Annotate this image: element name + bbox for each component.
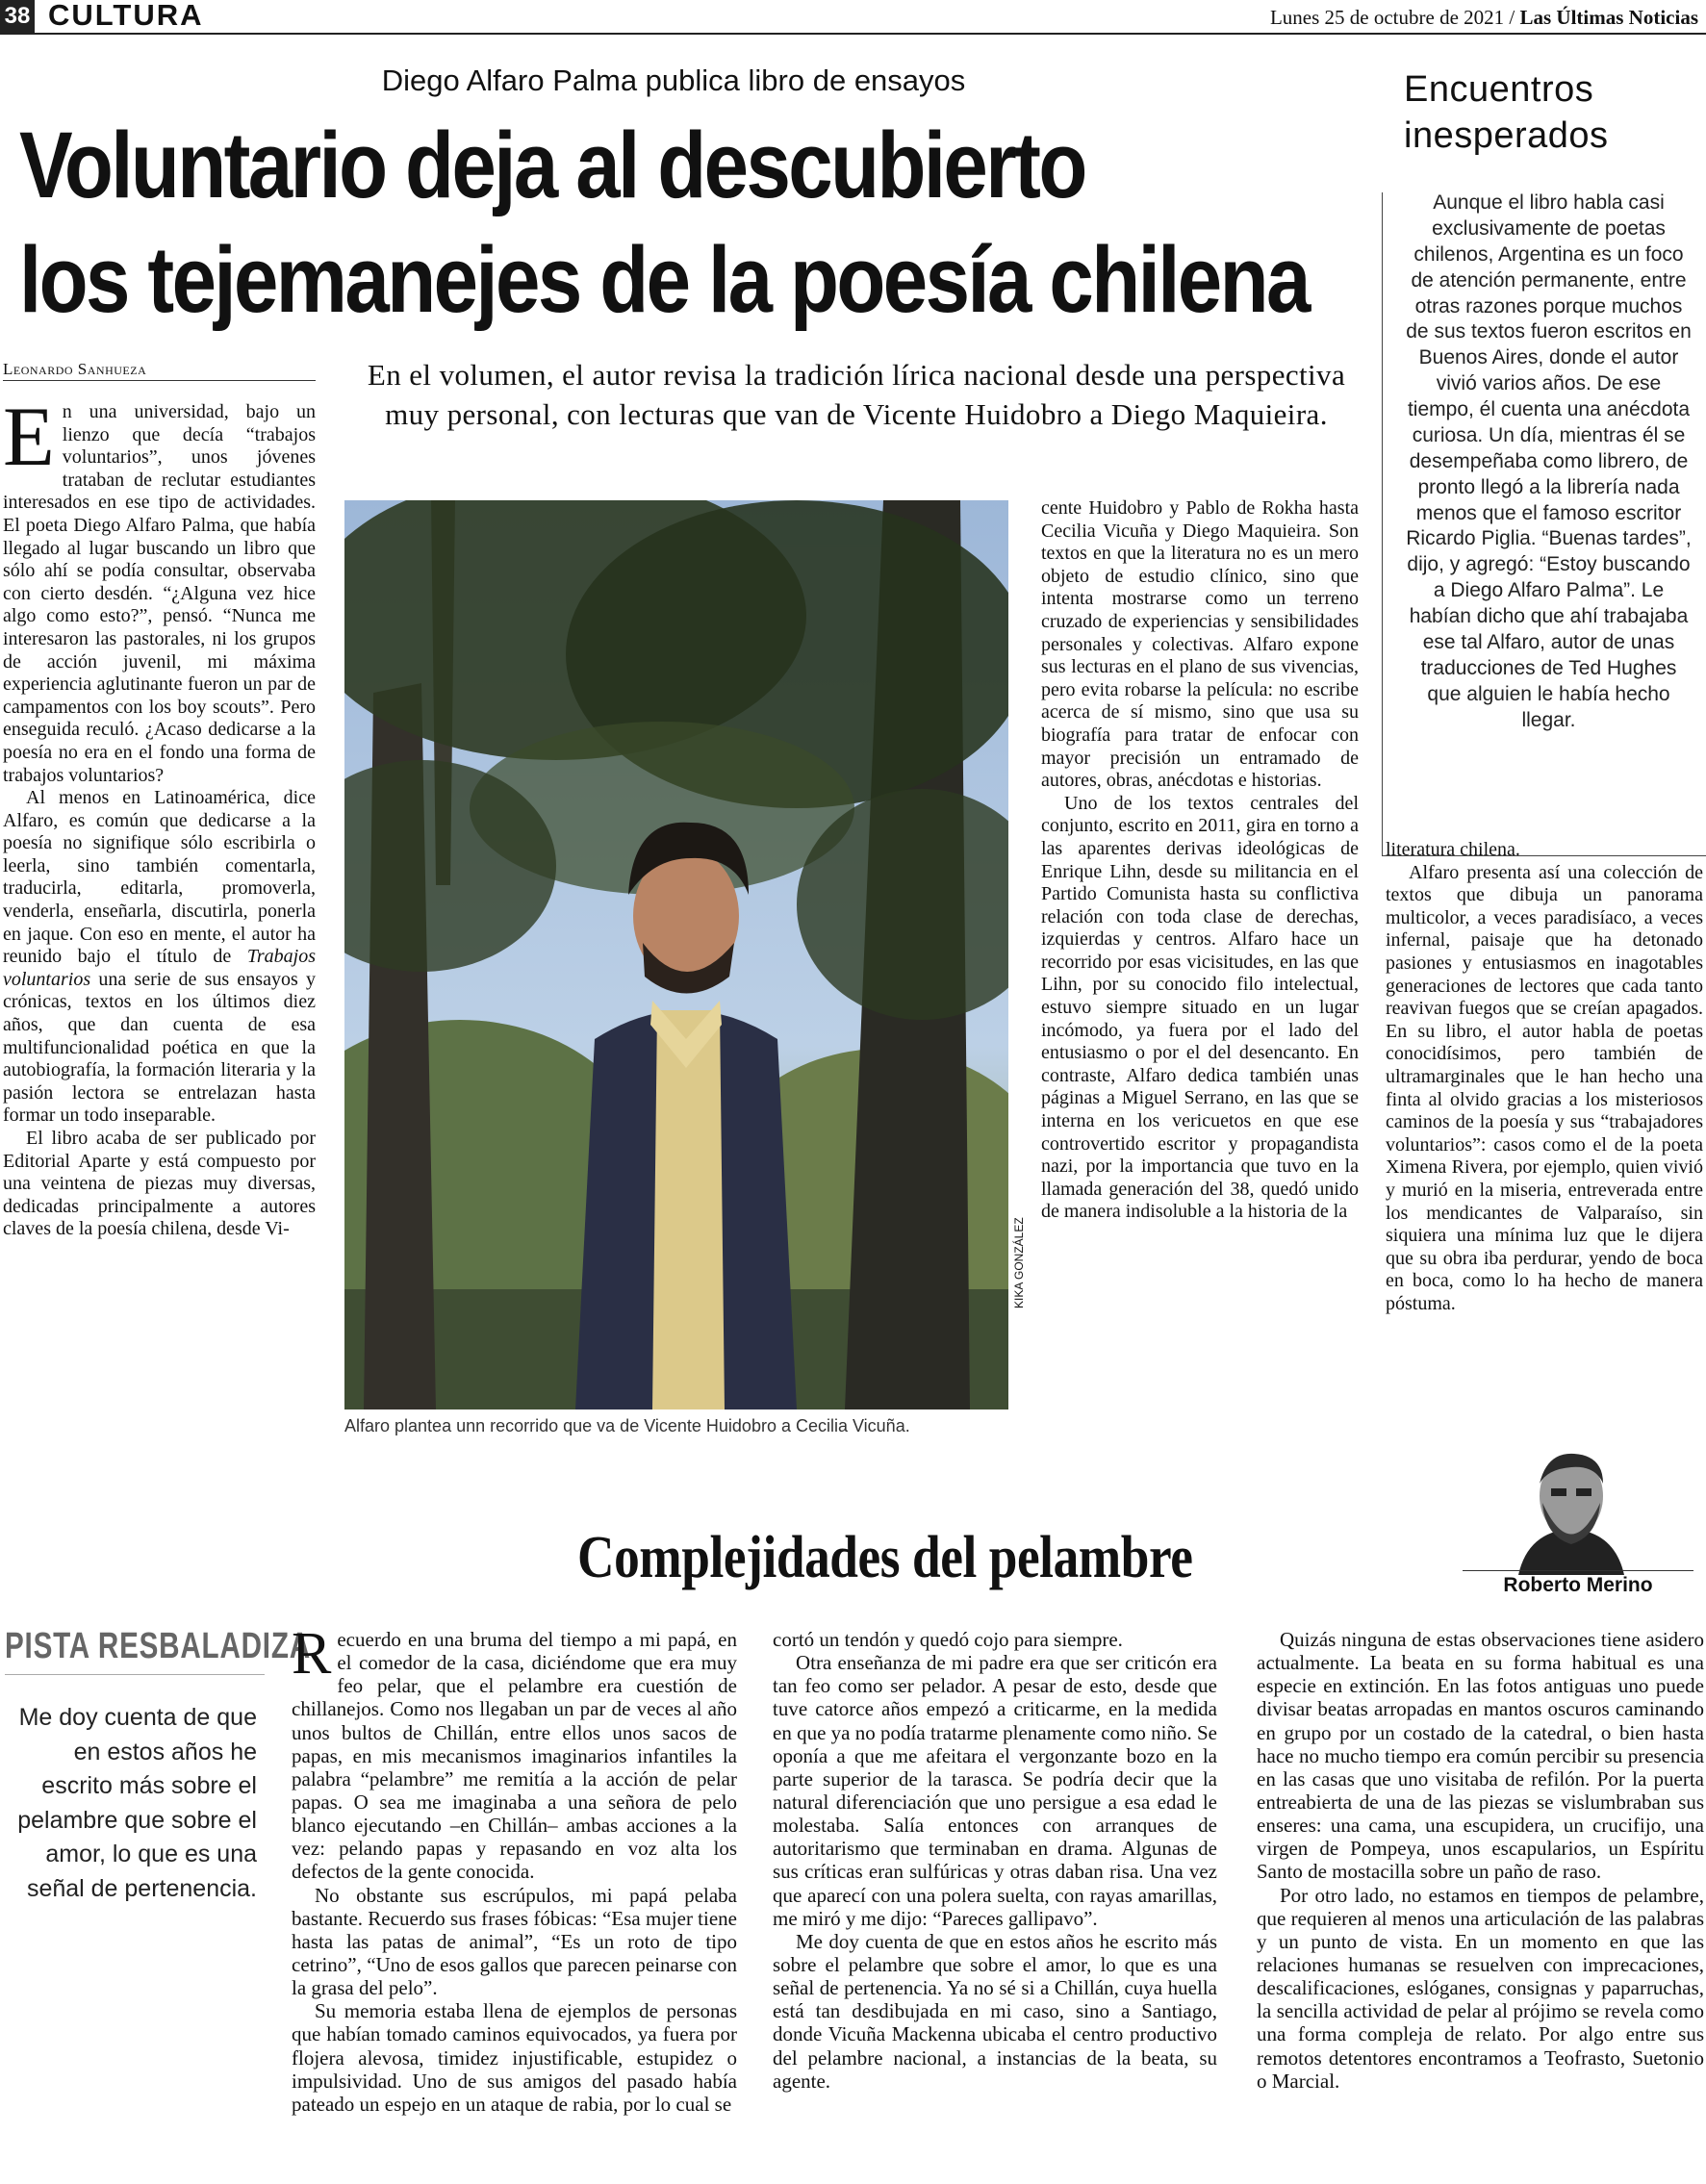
article-kicker: Diego Alfaro Palma publica libro de ensayos — [381, 63, 966, 97]
book-title: Trabajos voluntarios — [3, 946, 316, 990]
sidebar-title-line: inesperados — [1404, 114, 1609, 156]
author-photo-main — [344, 500, 1008, 1409]
column-text-3 — [1257, 1628, 1704, 2093]
photo-credit: KIKA GONZÁLEZ — [1012, 1217, 1026, 1308]
sidebar-title-line: Encuentros — [1404, 69, 1594, 110]
headline-line-1: Voluntario deja al descubierto — [19, 113, 1085, 217]
drop-cap: R — [292, 1621, 332, 1687]
paragraph-text: Al menos en Latinoamérica, dice Alfaro, es común que dedicarse a la poesía no signifique sólo escribirla o leerla, sino también comentarla, traducirla, editarla, promoverla, venderla, enseñarla, discutirla, ponerla en jaque. Con eso en mente, el autor ha reunido bajo el título de — [3, 787, 316, 968]
columnist-portrait — [1490, 1440, 1653, 1575]
page-number: 38 — [0, 0, 35, 33]
paragraph: cortó un tendón y quedó cojo para siempre. — [773, 1628, 1123, 1651]
sidebar-title — [1404, 67, 1609, 159]
byline-rule — [3, 380, 316, 381]
photo-caption: Alfaro plantea unn recorrido que va de Vicente Huidobro a Cecilia Vicuña. — [344, 1416, 910, 1435]
column-kicker-rule — [5, 1674, 265, 1675]
paragraph: El libro acaba de ser publicado por Editorial Aparte y está compuesto por una veintena de piezas muy diversas, dedicadas principalmente a autores claves de la poesía chilena, desde Vi- — [3, 1128, 316, 1240]
drop-cap: E — [3, 391, 55, 484]
paragraph: No obstante sus escrúpulos, mi papá pelaba bastante. Recuerdo sus frases fóbicas: “Esa mujer tiene hasta las patas de animal”, “Es un roto de tipo cetrino”, “Uno de esos gallos que parecen peinarse con la grasa del pelo”. — [292, 1883, 737, 2000]
paragraph: Me doy cuenta de que en estos años he escrito más sobre el pelambre que sobre el amor, lo que es una señal de pertenencia. Ya no sé si a Chillán, cuya huella está tan desdibujada en mi caso, sino a Santiago, donde Vicuña Mackenna ubicaba el centro productivo del pelambre nacional, a instancias de la beata, su agente. — [773, 1929, 1217, 2093]
article-headline — [19, 108, 1309, 338]
paragraph — [292, 1621, 737, 1884]
column-title: Complejidades del pelambre — [577, 1525, 1193, 1590]
column-text-2 — [773, 1628, 1217, 2093]
pull-quote: Me doy cuenta de que en estos años he escrito más sobre el pelambre que sobre el amor, lo que es una señal de pertenencia. — [17, 1704, 257, 1902]
paragraph: Por otro lado, no estamos en tiempos de pelambre, que requieren al menos una articulación de las palabras y un punto de vista. En un momento en que las relaciones humanas se resuelven con imprecaciones, descalificaciones, eslóganes, consignas y paparruchas, la sencilla actividad de pelar al prójimo se revela como una forma compleja de relato. Por algo entre sus remotos detentores encontramos a Teofrasto, Suetonio o Marcial. — [1257, 1883, 1704, 2093]
paragraph: cente Huidobro y Pablo de Rokha hasta Cecilia Vicuña y Diego Maquieira. Son textos en que la literatura no es un mero objeto de estudio clínico, sino que intenta mostrarse como un terreno cruzado de experiencias y sensibilidades personales y colectivas. Alfaro expone sus lecturas en el plano de sus vivencias, pero evita robarse la película: no escribe acerca de sí mismo, sino que usa su biografía para tratar de enfocar con mayor precisión un entramado de autores, obras, anécdotas e historias. — [1041, 497, 1359, 792]
paragraph — [3, 391, 316, 787]
section-name: CULTURA — [48, 0, 204, 32]
paragraph: Quizás ninguna de estas observaciones tiene asidero actualmente. La beata en su forma habitual es una especie en extinción. En las fotos antiguas uno puede divisar beatas arropadas en mantos oscuros caminando en grupo por un costado de la catedral, o bien hasta hace no mucho tiempo era común percibir su presencia en las casas que uno visitaba de refilón. Por la puerta entreabierta de una de las piezas se vislumbraban sus enseres: una cama, una escupidera, un crucifijo, una virgen de Pompeya, unos escapularios, un Espíritu Santo de mostacilla sobre un paño de raso. — [1257, 1628, 1704, 1884]
paragraph: Uno de los textos centrales del conjunto, escrito en 2011, gira en torno a las aparentes derivas ideológicas de Enrique Lihn, desde su militancia en el Partido Comunista hasta su conflictiva relación con toda clase de derechas, izquierdas y centros. Alfaro hace un recorrido por esas vicisitudes, en las que Lihn, por su conocido filo intelectual, estuvo siempre situado en un lugar incómodo, ya fuera por el lado del entusiasmo o por el del desencanto. En contraste, Alfaro dedica también unas páginas a Miguel Serrano, en las que se interna en los vericuetos en que ese controvertido escritor y propagandista nazi, por la importancia que tuvo en la llamada generación del 38, quedó unido de manera indisoluble a la historia de la — [1041, 792, 1359, 1223]
paragraph-text: ecuerdo en una bruma del tiempo a mi papá, en el comedor de la casa, diciéndome que era muy feo pelar, que el pelambre era cuestión de chillanejos. Como nos llegaban un par de veces al año unos bultos de Chillán, entre ellos unos sacos de papas, en mis mecanismos imaginarios infantiles la palabra “pelambre” me remitía a la acción de pelar papas. O sea me imaginaba a una señora de pelo blanco ejecutando –en Chillán– ambas acciones a la vez: pelando papas y repasando en voz alta los defectos de la gente conocida. — [292, 1628, 737, 1884]
paragraph: literatura chilena. — [1386, 839, 1520, 860]
article-deck: En el volumen, el autor revisa la tradición lírica nacional desde una perspectiva muy personal, con lecturas que van de Vicente Huidobro a Diego Maquieira. — [367, 358, 1346, 431]
paragraph-text: n una universidad, bajo un lienzo que decía “trabajos voluntarios”, unos jóvenes trataban de reclutar estudiantes interesados en ese tipo de actividades. El poeta Diego Alfaro Palma, que había llegado al lugar buscando un libro que sólo ahí se podía consultar, observaba con cierto desdén. “¿Alguna vez hice algo como esto?”, pensó. “Nunca me interesaron las pastorales, ni los grupos de acción juvenil, mi máxima experiencia aglutinante fueron un par de campamentos con los boy scouts”. Pero enseguida reculó. ¿Acaso dedicarse a la poesía no era en el fondo una forma de trabajos voluntarios? — [3, 401, 316, 786]
article-column-1 — [3, 391, 316, 1241]
sidebar-body: Aunque el libro habla casi exclusivamente de poetas chilenos, Argentina es un foco de atención permanente, entre otras razones porque muchos de sus textos fueron escritos en Buenos Aires, donde el autor vivió varios años. De ese tiempo, él cuenta una anécdota curiosa. Un día, mientras él se desempeñaba como librero, de pronto llegó a la librería nada menos que el famoso escritor Ricardo Piglia. “Buenas tardes”, dijo, y agregó: “Estoy buscando a Diego Alfaro Palma”. Le habían dicho que ahí trabajaba ese tal Alfaro, autor de unas traducciones de Ted Hughes que alguien le había hecho llegar. — [1406, 191, 1692, 731]
portrait-illustration — [344, 500, 1008, 1409]
date: Lunes 25 de octubre de 2021 / — [1269, 6, 1515, 29]
article-column-3 — [1041, 497, 1359, 1224]
article-column-4 — [1386, 839, 1703, 1315]
sidebar-border-left — [1382, 192, 1383, 856]
header-rule — [0, 33, 1706, 35]
paragraph-text: una serie de sus ensayos y crónicas, textos en los últimos diez años, que dan cuenta de esa multifuncionalidad poética en que la autobiografía, la formación literaria y la pasión lectora se entrelazan hasta formar un todo inseparable. — [3, 968, 316, 1127]
newspaper-name: Las Últimas Noticias — [1519, 6, 1698, 29]
columnist-portrait-icon — [1490, 1440, 1653, 1575]
paragraph — [3, 787, 316, 1128]
paragraph: Su memoria estaba llena de ejemplos de personas que habían tomado caminos equivocados, ya fuera por flojera alevosa, timidez injustificable, estupidez o impulsividad. Uno de sus amigos del pasado había pateado un espejo en un ataque de rabia, por lo cual se — [292, 1999, 737, 2116]
sidebar-box — [1378, 67, 1706, 789]
column-text-1 — [292, 1621, 737, 2116]
columnist-rule — [1463, 1570, 1693, 1571]
dateline — [1270, 6, 1698, 30]
column-kicker: PISTA RESBALADIZA — [5, 1626, 311, 1666]
columnist-name: Roberto Merino — [1503, 1574, 1653, 1596]
byline: Leonardo Sanhueza — [3, 360, 147, 378]
paragraph: Otra enseñanza de mi padre era que ser criticón era tan feo como ser pelador. A pesar de esto, desde que tuve catorce años empezó a criticarme, en la medida en que ya no podía tratarme plenamente como niño. Se oponía a que me afeitara el vergonzante bozo en la parte superior de la tarasca. Se podría decir que la natural diferenciación que uno persigue a esa edad le molestaba. Salía entonces con arranques de autoritarismo que terminaban en drama. Algunas de sus críticas eran sulfúricas y otras daban risa. Una vez que aparecí con una polera suelta, con rayas amarillas, me miró y me dijo: “Pareces gallipavo”. — [773, 1651, 1217, 1930]
paragraph: Alfaro presenta así una colección de textos que dibuja un panorama multicolor, a veces paradisíaco, a veces infernal, paisaje que ha detonado pasiones y entusiasmos en inagotables generaciones de lectores que cada tanto reavivan fuegos que se creían apagados. En su libro, el autor habla de poetas conocidísimos, pero también de ultramarginales que le han hecho una finta al olvido gracias a los misteriosos caminos de la poesía y sus “trabajadores voluntarios”: casos como el de la poeta Ximena Rivera, por ejemplo, quien vivió y murió en la miseria, entreverada entre los mendicantes de Valparaíso, sin siquiera una mínima luz que le dijera que su obra iba perdurar, yendo de boca en boca, como lo ha hecho de manera póstuma. — [1386, 861, 1703, 1314]
headline-line-2: los tejemanejes de la poesía chilena — [19, 227, 1309, 333]
